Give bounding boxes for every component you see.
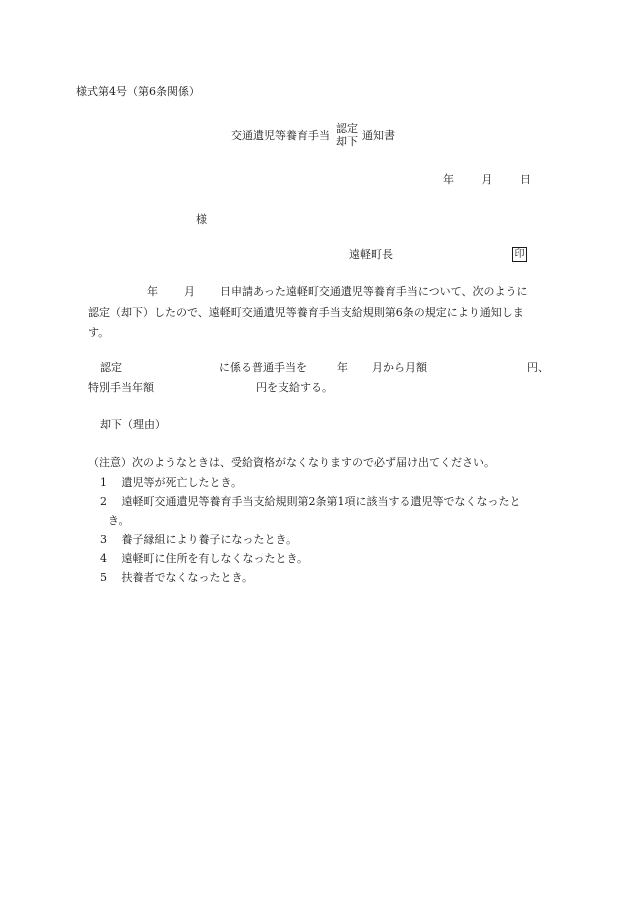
note-number: 5 [100,571,107,584]
form-number: 様式第4号（第6条関係） [76,85,200,98]
intro-line3: す。 [88,326,110,339]
note-text: 遠軽町に住所を有しなくなったとき。 [121,552,309,565]
date-year: 年 [443,173,454,186]
note-number: 3 [100,533,107,546]
note-number: 2 [100,495,107,508]
title-prefix: 交通遺児等養育手当 [231,129,330,142]
notes-header: （注意）次のようなときは、受給資格がなくなりますので必ず届け出てください。 [88,456,495,469]
title-reject: 却下 [336,135,358,148]
approval-special-label: 特別手当年額 [88,381,154,394]
note-item [100,572,253,583]
title-approve: 認定 [336,122,358,135]
approval-text2: 月から月額 [372,361,427,374]
note-text: 扶養者でなくなったとき。 [121,571,254,584]
note-item [100,553,308,564]
intro-line2: 認定（却下）したので、遠軽町交通遺児等養育手当支給規則第6条の規定により通知しま [88,306,524,319]
approval-special-yen: 円を支給する。 [256,381,333,394]
intro-year: 年 [147,285,158,298]
note-text: 遠軽町交通遺児等養育手当支給規則第2条第1項に該当する遺児等でなくなったと [121,495,521,508]
intro-month: 月 [184,285,195,298]
approval-yen1: 円、 [527,361,549,374]
note-text: 養子縁組により養子になったとき。 [121,533,298,546]
addressee-suffix: 様 [196,213,207,226]
approval-text1: に係る普通手当を [219,361,307,374]
issuer-name: 遠軽町長 [349,248,393,261]
title-suffix: 通知書 [362,129,395,142]
note-number: 1 [100,476,107,489]
date-day: 日 [520,173,531,186]
rejection-reason-label: 却下（理由） [100,418,166,431]
approval-year: 年 [337,361,348,374]
date-month: 月 [481,173,493,186]
date-line [443,174,531,185]
approval-label: 認定 [100,361,122,374]
note-item [100,534,297,545]
note-text: 遺児等が死亡したとき。 [121,476,243,489]
note-item [100,496,521,507]
intro-line1: 日申請あった遠軽町交通遺児等養育手当について、次のように [220,285,528,298]
note-continuation: き。 [108,514,130,527]
note-item [100,477,242,488]
seal-mark: 印 [512,247,527,262]
note-number: 4 [100,552,107,565]
